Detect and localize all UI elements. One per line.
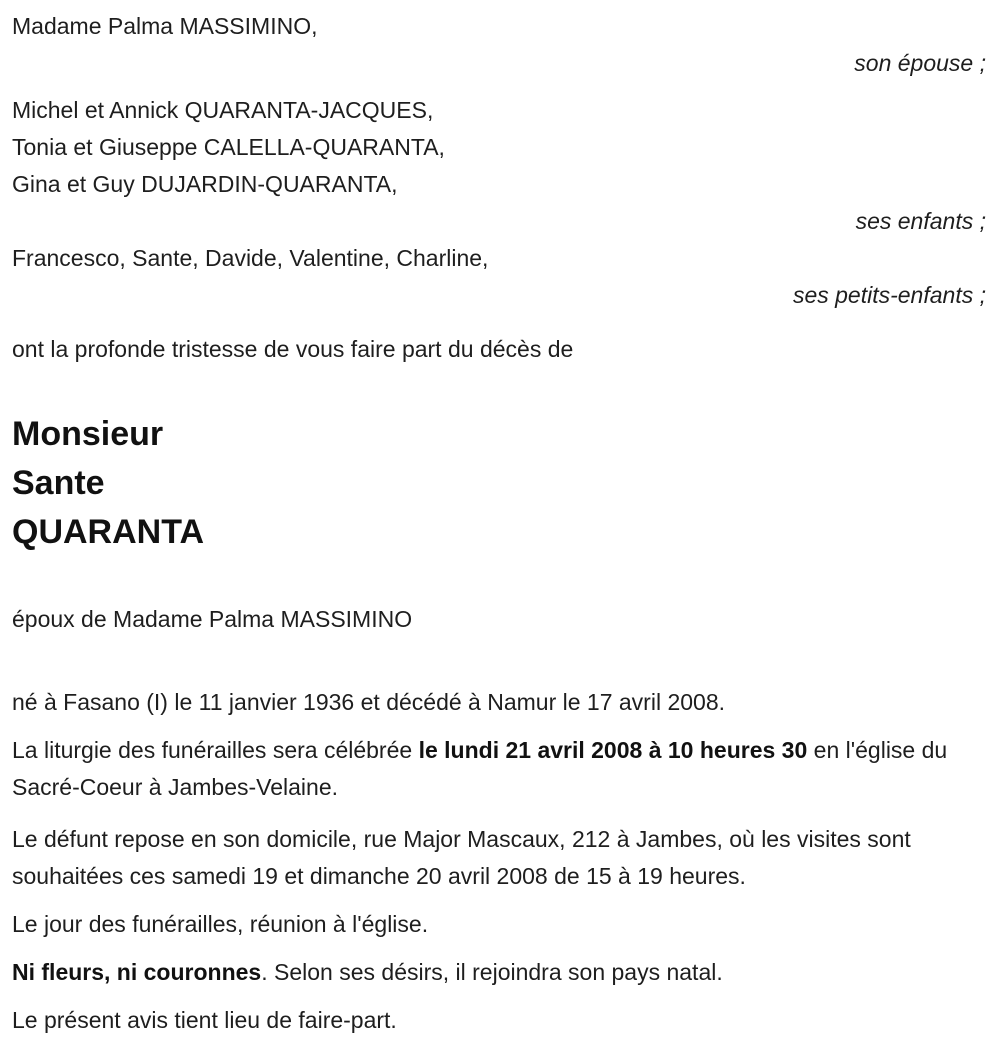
child-name-3: Gina et Guy DUJARDIN-QUARANTA, bbox=[12, 171, 398, 197]
child-name-2: Tonia et Giuseppe CALELLA-QUARANTA, bbox=[12, 134, 445, 160]
repose-line: Le défunt repose en son domicile, rue Major Mascaux, 212 à Jambes, où les visites sont souhaitées ces samedi 19 et dimanche 20 avril 2008 de 15 à 19 heures. bbox=[12, 826, 911, 889]
child-name-1: Michel et Annick QUARANTA-JACQUES, bbox=[12, 97, 434, 123]
relation-line: époux de Madame Palma MASSIMINO bbox=[12, 606, 413, 632]
deceased-last-name: QUARANTA bbox=[12, 513, 205, 551]
liturgy-date-time: le lundi 21 avril 2008 à 10 heures 30 bbox=[418, 737, 808, 763]
grandchildren-names: Francesco, Sante, Davide, Valentine, Charline, bbox=[12, 245, 489, 271]
flowers-rest-text: . Selon ses désirs, il rejoindra son pays natal. bbox=[261, 959, 723, 985]
flowers-bold-text: Ni fleurs, ni couronnes bbox=[12, 959, 262, 985]
spouse-name: Madame Palma MASSIMINO, bbox=[12, 13, 318, 39]
deceased-title: Monsieur bbox=[12, 415, 164, 453]
flowers-line bbox=[12, 954, 988, 991]
birth-death-line: né à Fasano (I) le 11 janvier 1936 et décédé à Namur le 17 avril 2008. bbox=[12, 689, 725, 715]
meeting-line: Le jour des funérailles, réunion à l'église. bbox=[12, 911, 429, 937]
liturgy-text-pre: La liturgie des funérailles sera célébrée bbox=[12, 737, 419, 763]
spouse-label: son épouse ; bbox=[854, 50, 986, 76]
deceased-first-name: Sante bbox=[12, 464, 105, 502]
announcement-intro: ont la profonde tristesse de vous faire part du décès de bbox=[12, 336, 574, 362]
liturgy-text-post: en l'église du Sacré-Coeur à Jambes-Velaine. bbox=[12, 737, 948, 800]
liturgy-line bbox=[12, 732, 988, 806]
children-label: ses enfants ; bbox=[855, 208, 986, 234]
grandchildren-label: ses petits-enfants ; bbox=[792, 282, 986, 308]
deceased-name-block bbox=[12, 410, 988, 557]
final-line: Le présent avis tient lieu de faire-part. bbox=[12, 1007, 397, 1033]
